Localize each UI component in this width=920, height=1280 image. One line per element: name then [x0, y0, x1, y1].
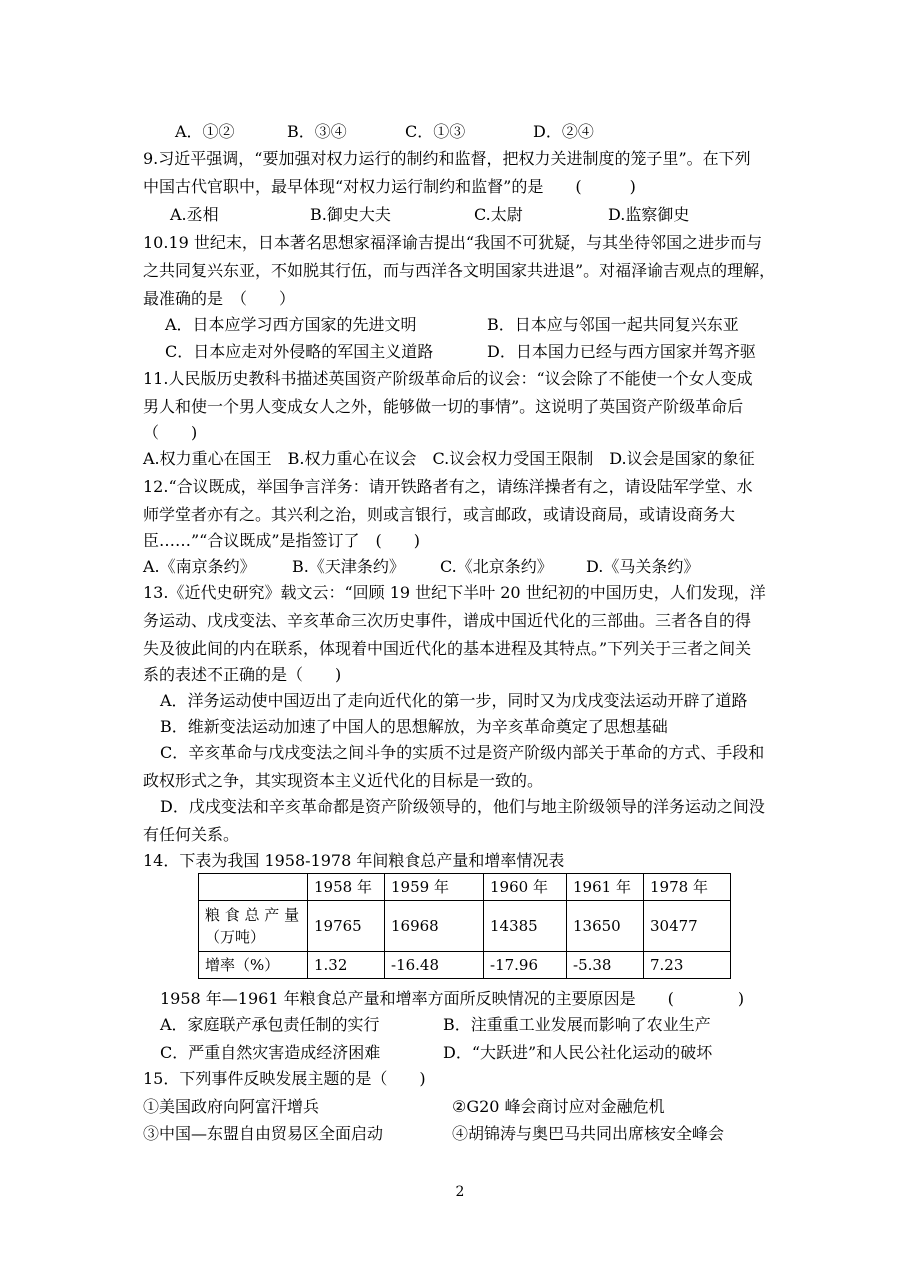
table-year-cell: 1960 年 — [484, 874, 567, 901]
q14-option-d: D．“大跃进”和人民公社化运动的破坏 — [443, 1043, 713, 1062]
table-year-cell: 1961 年 — [567, 874, 644, 901]
table-header-row — [199, 874, 731, 901]
q13-stem-line-4: 系的表述不正确的是（ ) — [143, 665, 342, 684]
table-cell: -17.96 — [484, 952, 567, 979]
grain-output-table — [198, 873, 731, 979]
q12-option-c: C.《北京条约》 — [440, 557, 553, 576]
page-number: 2 — [455, 1184, 465, 1200]
table-year-cell: 1958 年 — [308, 874, 385, 901]
q10-option-d: D．日本国力已经与西方国家并驾齐驱 — [487, 342, 756, 361]
table-cell: -5.38 — [567, 952, 644, 979]
table-row — [199, 901, 731, 952]
table-row-label-line-1: 粮 食 总 产 量 — [205, 906, 300, 924]
q10-stem-line-2: 之共同复兴东亚，不如脱其行伍，而与西洋各文明国家共进退”。对福泽谕吉观点的理解， — [143, 261, 776, 280]
q11-stem-line-1: 11.人民版历史教科书描述英国资产阶级革命后的议会：“议会除了不能使一个女人变成 — [143, 369, 753, 388]
table-cell: 7.23 — [644, 952, 731, 979]
table-cell: 1.32 — [308, 952, 385, 979]
table-cell: 19765 — [308, 901, 385, 952]
q13-option-c-line-1: C．辛亥革命与戊戌变法之间斗争的实质不过是资产阶级内部关于革命的方式、手段和 — [160, 743, 765, 762]
q15-item-4: ④胡锦涛与奥巴马共同出席核安全峰会 — [452, 1124, 725, 1143]
q14-option-a: A．家庭联产承包责任制的实行 — [160, 1015, 380, 1034]
q12-stem-line-3: 臣……”“合议既成”是指签订了 ( ) — [143, 531, 421, 550]
q12-option-b: B.《天津条约》 — [292, 557, 405, 576]
q9-option-c: C.太尉 — [474, 205, 523, 224]
table-row-label — [199, 901, 308, 952]
q13-option-c-line-2: 政权形式之争，其实现资本主义近代化的目标是一致的。 — [143, 771, 544, 790]
q13-option-b: B．维新变法运动加速了中国人的思想解放，为辛亥革命奠定了思想基础 — [160, 717, 668, 736]
q9-option-b: B.御史大夫 — [310, 205, 391, 224]
q14-question: 1958 年—1961 年粮食总产量和增率方面所反映情况的主要原因是 ( ) — [160, 989, 745, 1008]
q8-option-a: A．①② — [175, 122, 235, 141]
table-cell: 14385 — [484, 901, 567, 952]
table-corner-cell — [199, 874, 308, 901]
q12-option-a: A.《南京条约》 — [143, 557, 256, 576]
table-cell: 13650 — [567, 901, 644, 952]
q14-stem: 14．下表为我国 1958-1978 年间粮食总产量和增率情况表 — [143, 851, 565, 870]
q14-option-b: B．注重重工业发展而影响了农业生产 — [443, 1015, 711, 1034]
q13-option-d-line-1: D．戊戌变法和辛亥革命都是资产阶级领导的，他们与地主阶级领导的洋务运动之间没 — [160, 797, 765, 816]
q11-stem-line-2: 男人和使一个男人变成女人之外，能够做一切的事情”。这说明了英国资产阶级革命后 — [143, 397, 744, 416]
q10-stem-line-3: 最准确的是 （ ） — [143, 289, 296, 308]
q13-option-d-line-2: 有任何关系。 — [143, 825, 240, 844]
table-row — [199, 952, 731, 979]
q11-stem-line-3: （ ) — [143, 423, 198, 442]
table-row-label: 增率（%） — [199, 952, 308, 979]
q14-option-c: C．严重自然灾害造成经济困难 — [160, 1043, 381, 1062]
q15-stem: 15．下列事件反映发展主题的是（ ) — [143, 1069, 426, 1088]
q8-option-b: B．③④ — [287, 122, 347, 141]
table-year-cell: 1959 年 — [385, 874, 484, 901]
q8-option-d: D．②④ — [533, 122, 594, 141]
q9-option-a: A.丞相 — [170, 205, 219, 224]
q11-options: A.权力重心在国王 B.权力重心在议会 C.议会权力受国王限制 D.议会是国家的象征 — [143, 449, 755, 468]
q15-item-1: ①美国政府向阿富汗增兵 — [143, 1097, 320, 1116]
q13-option-a: A．洋务运动使中国迈出了走向近代化的第一步，同时又为戊戌变法运动开辟了道路 — [160, 691, 748, 710]
table-cell: 16968 — [385, 901, 484, 952]
table-row-label-line-2: （万吨） — [205, 928, 266, 946]
q10-option-b: B．日本应与邻国一起共同复兴东亚 — [487, 315, 739, 334]
q10-option-c: C．日本应走对外侵略的军国主义道路 — [165, 342, 434, 361]
q8-option-c: C．①③ — [405, 122, 466, 141]
q9-stem-line-1: 9.习近平强调，“要加强对权力运行的制约和监督，把权力关进制度的笼子里”。在下列 — [143, 149, 751, 168]
table-cell: 30477 — [644, 901, 731, 952]
q15-item-3: ③中国—东盟自由贸易区全面启动 — [143, 1124, 384, 1143]
q10-stem-line-1: 10.19 世纪末，日本著名思想家福泽谕吉提出“我国不可犹疑，与其坐待邻国之进步而与 — [143, 233, 763, 252]
q9-option-d: D.监察御史 — [608, 205, 690, 224]
q15-item-2: ②G20 峰会商讨应对金融危机 — [452, 1097, 665, 1116]
q13-stem-line-3: 失及彼此间的内在联系，体现着中国近代化的基本进程及其特点。”下列关于三者之间关 — [143, 639, 752, 658]
q12-stem-line-1: 12.“合议既成，举国争言洋务：请开铁路者有之，请练洋操者有之，请设陆军学堂、水 — [143, 477, 753, 496]
q10-option-a: A．日本应学习西方国家的先进文明 — [165, 315, 417, 334]
q13-stem-line-1: 13.《近代史研究》载文云：“回顾 19 世纪下半叶 20 世纪初的中国历史，人们发现，洋 — [143, 583, 766, 602]
q12-stem-line-2: 师学堂者亦有之。其兴利之治，则或言银行，或言邮政，或请设商局，或请设商务大 — [143, 505, 736, 524]
q13-stem-line-2: 务运动、戊戌变法、辛亥革命三次历史事件，谱成中国近代化的三部曲。三者各自的得 — [143, 611, 752, 630]
table-year-cell: 1978 年 — [644, 874, 731, 901]
q12-option-d: D.《马关条约》 — [586, 557, 700, 576]
q9-stem-line-2: 中国古代官职中，最早体现“对权力运行制约和监督”的是 ( ) — [143, 177, 636, 196]
table-cell: -16.48 — [385, 952, 484, 979]
